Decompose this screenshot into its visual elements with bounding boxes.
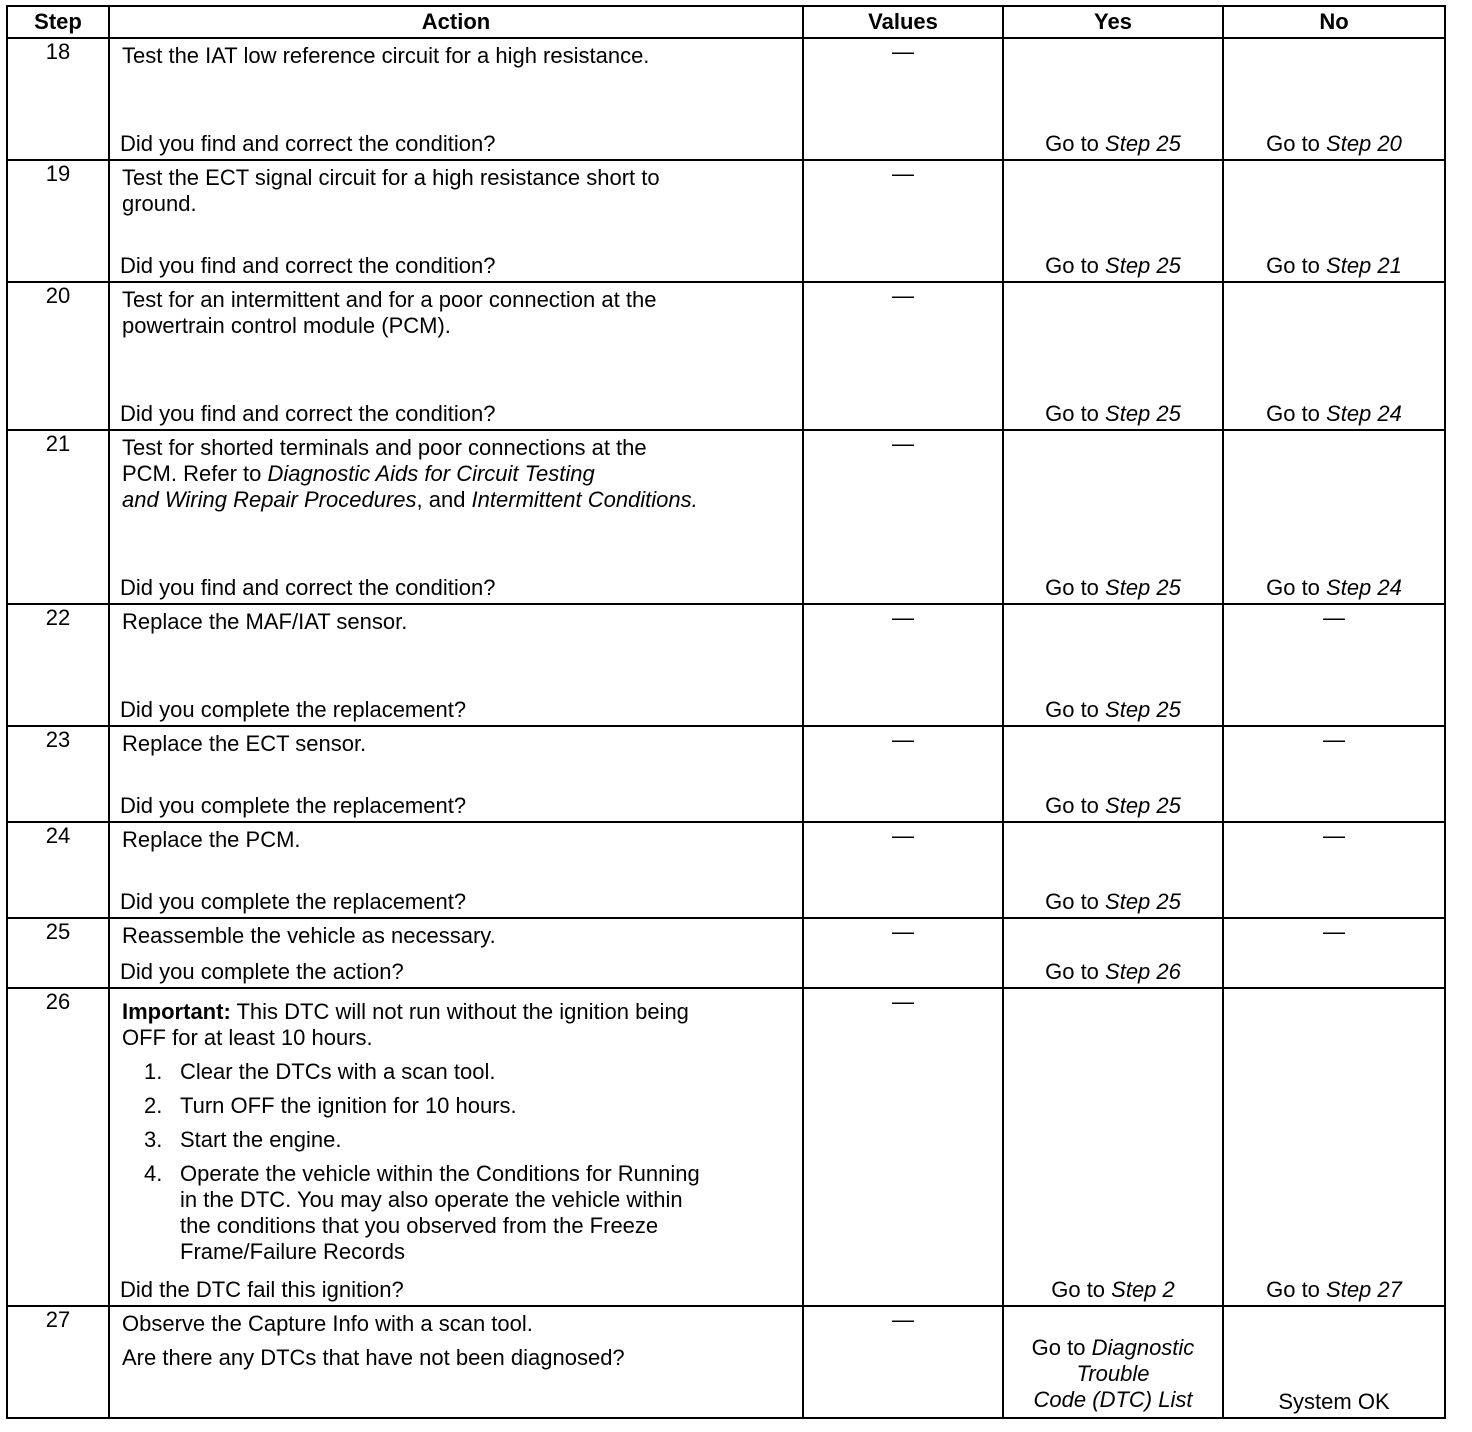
step-number: 22 bbox=[7, 604, 109, 726]
values-cell: — bbox=[803, 988, 1003, 1306]
action-question: Did the DTC fail this ignition? bbox=[120, 1277, 404, 1302]
step-number: 27 bbox=[7, 1306, 109, 1418]
reference-link[interactable]: Diagnostic Aids for Circuit Testing bbox=[267, 461, 595, 486]
values-cell: — bbox=[803, 604, 1003, 726]
header-action: Action bbox=[109, 6, 803, 38]
no-cell: — bbox=[1223, 726, 1445, 822]
table-row bbox=[7, 430, 1445, 604]
header-yes: Yes bbox=[1003, 6, 1223, 38]
step-number: 20 bbox=[7, 282, 109, 430]
no-link[interactable]: Go to Step 24 bbox=[1266, 575, 1402, 600]
action-question: Did you complete the replacement? bbox=[120, 793, 467, 818]
action-text: Important: This DTC will not run without the ignition being OFF for at least 10 hours. 1. Clear the DTCs with a scan tool. 2. Turn OFF the ignition for 10 hours. 3. Start the engine. 4. Operate the vehicle within the Conditions for Running in the DTC. You may also operate the vehicle within the conditions that you observed from the Freeze Frame/Failure Records bbox=[110, 989, 802, 1265]
action-question: Did you find and correct the condition? bbox=[120, 575, 496, 600]
yes-link[interactable]: Go to Step 25 bbox=[1045, 401, 1181, 426]
reference-link[interactable]: Intermittent Conditions. bbox=[471, 487, 698, 512]
no-cell bbox=[1223, 38, 1445, 160]
yes-cell bbox=[1003, 726, 1223, 822]
list-item: 3. Start the engine. bbox=[144, 1127, 342, 1152]
header-step: Step bbox=[7, 6, 109, 38]
table-row bbox=[7, 38, 1445, 160]
no-cell bbox=[1223, 160, 1445, 282]
reference-link[interactable]: and Wiring Repair Procedures bbox=[122, 487, 417, 512]
values-cell: — bbox=[803, 822, 1003, 918]
action-text: Test the ECT signal circuit for a high resistance short to ground. bbox=[122, 165, 660, 216]
yes-link[interactable]: Go to Step 25 bbox=[1045, 131, 1181, 156]
step-number: 18 bbox=[7, 38, 109, 160]
table-row bbox=[7, 918, 1445, 988]
no-cell bbox=[1223, 988, 1445, 1306]
action-cell bbox=[109, 988, 803, 1306]
yes-link[interactable]: Go to Step 26 bbox=[1045, 959, 1181, 984]
no-cell: — bbox=[1223, 822, 1445, 918]
action-cell bbox=[109, 604, 803, 726]
no-cell bbox=[1223, 430, 1445, 604]
table-row bbox=[7, 604, 1445, 726]
action-question: Did you find and correct the condition? bbox=[120, 401, 496, 426]
action-question: Did you complete the action? bbox=[120, 959, 404, 984]
action-text: Replace the ECT sensor. bbox=[122, 731, 367, 756]
yes-cell bbox=[1003, 38, 1223, 160]
no-cell: — bbox=[1223, 918, 1445, 988]
yes-link[interactable]: Go to Step 2 bbox=[1051, 1277, 1175, 1302]
important-label: Important: bbox=[122, 999, 231, 1024]
action-text: Test for an intermittent and for a poor connection at the powertrain control module (PCM). bbox=[122, 287, 657, 338]
no-result: System OK bbox=[1278, 1389, 1390, 1414]
action-text: Reassemble the vehicle as necessary. bbox=[122, 923, 496, 948]
no-link[interactable]: Go to Step 20 bbox=[1266, 131, 1402, 156]
table-row bbox=[7, 282, 1445, 430]
header-row bbox=[7, 6, 1445, 38]
action-text: Test the IAT low reference circuit for a high resistance. bbox=[122, 43, 650, 68]
values-cell: — bbox=[803, 726, 1003, 822]
step-number: 25 bbox=[7, 918, 109, 988]
values-cell: — bbox=[803, 282, 1003, 430]
yes-cell bbox=[1003, 430, 1223, 604]
table-row bbox=[7, 726, 1445, 822]
table-row bbox=[7, 988, 1445, 1306]
yes-cell bbox=[1003, 822, 1223, 918]
yes-cell bbox=[1003, 160, 1223, 282]
no-cell bbox=[1223, 282, 1445, 430]
list-item: 4. Operate the vehicle within the Conditions for Running in the DTC. You may also operate the vehicle within the conditions that you observed from the Freeze Frame/Failure Records bbox=[144, 1161, 700, 1264]
yes-link[interactable]: Go to Step 25 bbox=[1045, 575, 1181, 600]
values-cell: — bbox=[803, 918, 1003, 988]
action-text: Test for shorted terminals and poor connections at the PCM. Refer to Diagnostic Aids for Circuit Testing and Wiring Repair Procedures, and Intermittent Conditions. bbox=[122, 435, 698, 512]
action-cell bbox=[109, 726, 803, 822]
action-cell bbox=[109, 822, 803, 918]
list-item: 2. Turn OFF the ignition for 10 hours. bbox=[144, 1093, 517, 1118]
step-number: 19 bbox=[7, 160, 109, 282]
diagnostic-table bbox=[6, 5, 1446, 1419]
step-number: 24 bbox=[7, 822, 109, 918]
action-cell bbox=[109, 430, 803, 604]
action-question: Did you complete the replacement? bbox=[120, 889, 467, 914]
yes-cell bbox=[1003, 604, 1223, 726]
procedure-list bbox=[122, 1059, 792, 1265]
step-number: 21 bbox=[7, 430, 109, 604]
header-no: No bbox=[1223, 6, 1445, 38]
yes-link[interactable]: Go to Diagnostic Trouble Code (DTC) List bbox=[1031, 1335, 1195, 1412]
step-number: 23 bbox=[7, 726, 109, 822]
table-row bbox=[7, 160, 1445, 282]
list-item: 1. Clear the DTCs with a scan tool. bbox=[144, 1059, 496, 1084]
yes-cell bbox=[1003, 988, 1223, 1306]
table-row bbox=[7, 822, 1445, 918]
yes-link[interactable]: Go to Step 25 bbox=[1045, 697, 1181, 722]
action-question: Did you find and correct the condition? bbox=[120, 253, 496, 278]
yes-cell bbox=[1003, 282, 1223, 430]
action-cell bbox=[109, 918, 803, 988]
no-link[interactable]: Go to Step 21 bbox=[1266, 253, 1402, 278]
no-cell bbox=[1223, 1306, 1445, 1418]
values-cell: — bbox=[803, 160, 1003, 282]
yes-link[interactable]: Go to Step 25 bbox=[1045, 253, 1181, 278]
no-cell: — bbox=[1223, 604, 1445, 726]
no-link[interactable]: Go to Step 27 bbox=[1266, 1277, 1402, 1302]
table-row bbox=[7, 1306, 1445, 1418]
action-cell bbox=[109, 38, 803, 160]
values-cell: — bbox=[803, 430, 1003, 604]
action-text: Replace the PCM. bbox=[122, 827, 301, 852]
no-link[interactable]: Go to Step 24 bbox=[1266, 401, 1402, 426]
action-question: Did you find and correct the condition? bbox=[120, 131, 496, 156]
yes-link[interactable]: Go to Step 25 bbox=[1045, 793, 1181, 818]
action-question: Are there any DTCs that have not been diagnosed? bbox=[122, 1345, 625, 1370]
action-text: Observe the Capture Info with a scan tool. Are there any DTCs that have not been diagnosed? bbox=[110, 1307, 802, 1371]
values-cell: — bbox=[803, 1306, 1003, 1418]
step-number: 26 bbox=[7, 988, 109, 1306]
action-cell bbox=[109, 1306, 803, 1418]
action-text: Replace the MAF/IAT sensor. bbox=[122, 609, 408, 634]
yes-cell bbox=[1003, 1306, 1223, 1418]
header-values: Values bbox=[803, 6, 1003, 38]
yes-link[interactable]: Go to Step 25 bbox=[1045, 889, 1181, 914]
yes-cell bbox=[1003, 918, 1223, 988]
action-cell bbox=[109, 160, 803, 282]
action-cell bbox=[109, 282, 803, 430]
values-cell: — bbox=[803, 38, 1003, 160]
action-question: Did you complete the replacement? bbox=[120, 697, 467, 722]
